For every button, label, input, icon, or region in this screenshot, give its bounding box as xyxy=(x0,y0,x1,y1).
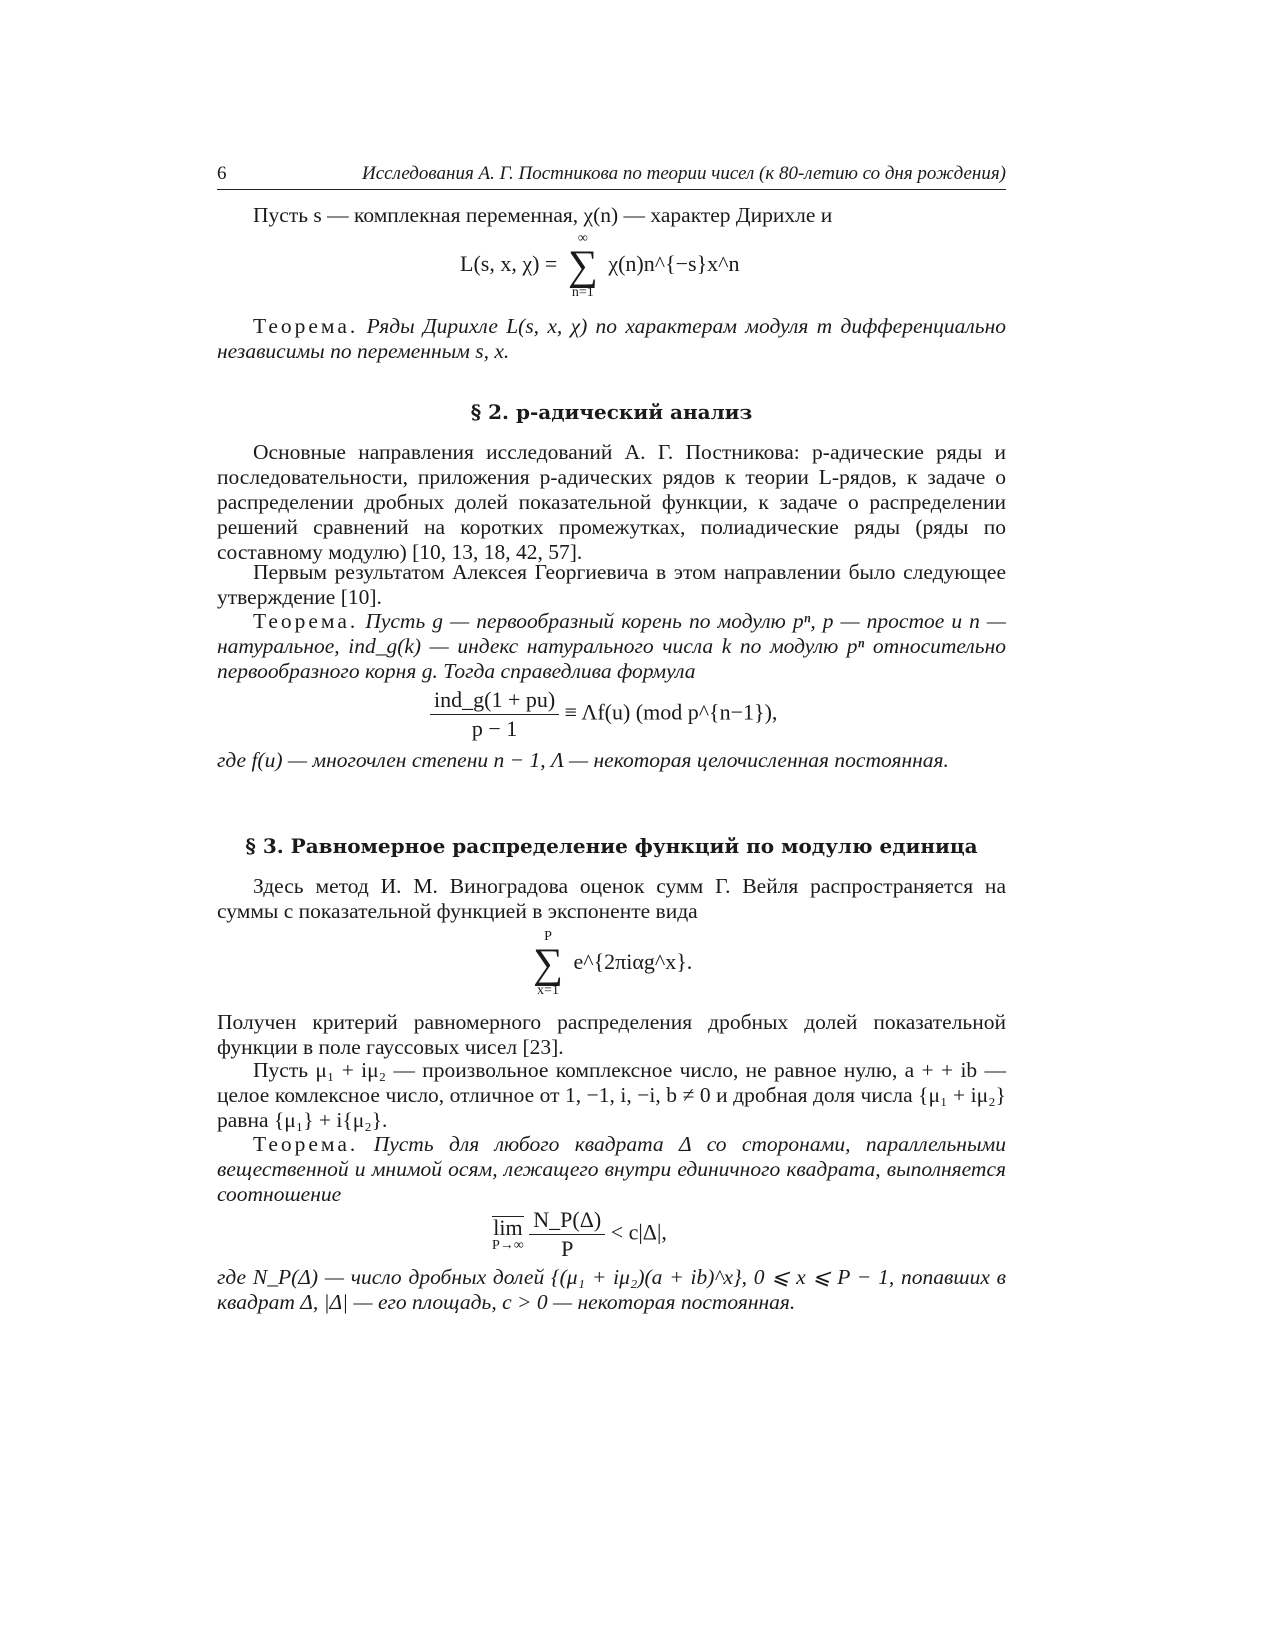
section-3-para-2: Получен критерий равномерного распределения дробных долей показательной функции в поле гауссовых чисел [23]. xyxy=(217,1010,1006,1059)
section-2-para-1: Основные направления исследований А. Г. Постникова: p-адические ряды и последовательности, приложения p-адических рядов к теории L-рядов, к задаче о распределении дробных долей показательной функции, к задаче о распределении решений сравнений на коротких промежутках, полиадические ряды (ряды по составному модулю) [10, 13, 18, 42, 57]. xyxy=(217,440,1006,564)
theorem-label: Теорема. xyxy=(253,314,359,338)
theorem-text: Ряды Дирихле L(s, x, χ) по характерам модуля m дифференциально независимы по переменным s, x. xyxy=(217,314,1007,363)
theorem-2 xyxy=(217,609,1006,684)
weyl-sum-formula xyxy=(528,930,692,998)
denominator: P xyxy=(561,1236,574,1261)
theorem-text: Пусть для любого квадрата Δ со сторонами, параллельными вещественной и мнимой осям, лежащего внутри единичного квадрата, выполняется соотношение xyxy=(217,1132,1006,1206)
section-2-heading: § 2. p-адический анализ xyxy=(470,400,753,424)
limit-formula xyxy=(492,1208,667,1261)
formula-rhs: < c|Δ|, xyxy=(610,1219,667,1245)
theorem-3 xyxy=(217,1132,1006,1207)
section-2-para-2: Первым результатом Алексея Георгиевича в этом направлении было следующее утверждение [10]. xyxy=(217,560,1006,609)
dirichlet-formula xyxy=(460,232,739,300)
lim-subscript: P→∞ xyxy=(492,1238,524,1253)
section-3-para-1: Здесь метод И. М. Виноградова оценок сумм Г. Вейля распространяется на суммы с показательной функцией в экспоненте вида xyxy=(217,874,1006,923)
fraction xyxy=(430,688,559,741)
numerator: N_P(Δ) xyxy=(529,1208,605,1235)
theorem-label: Теорема. xyxy=(253,609,359,633)
intro-line: Пусть s — комплекная переменная, χ(n) — характер Дирихле и xyxy=(253,203,833,227)
page-number: 6 xyxy=(217,163,227,184)
formula-rhs: χ(n)n^{−s}x^n xyxy=(608,251,740,277)
denominator: p − 1 xyxy=(471,716,518,741)
running-head xyxy=(217,163,1006,190)
sum-term: e^{2πiαg^x}. xyxy=(573,949,693,975)
theorem-text: Пусть g — первообразный корень по модулю pⁿ, p — простое и n — натуральное, ind_g(k) — индекс натурального числа k по модулю pⁿ относительно первообразного корня g. Тогда справедлива формула xyxy=(217,609,1006,683)
sum-symbol xyxy=(528,930,568,998)
section-2-after: где f(u) — многочлен степени n − 1, Λ — некоторая целочисленная постоянная. xyxy=(217,748,949,772)
limsup xyxy=(492,1216,524,1253)
sum-upper: P xyxy=(544,929,552,944)
theorem-1 xyxy=(217,314,1006,364)
sum-lower: n=1 xyxy=(571,285,594,300)
theorem-label: Теорема. xyxy=(253,1132,359,1156)
sigma-icon: ∑ xyxy=(567,243,598,289)
numerator: ind_g(1 + pu) xyxy=(430,688,559,715)
sum-lower: x=1 xyxy=(537,983,559,998)
fraction xyxy=(529,1208,605,1261)
sigma-icon: ∑ xyxy=(533,941,563,987)
formula-lhs: L(s, x, χ) = xyxy=(460,251,558,277)
lim-word: lim xyxy=(493,1215,523,1240)
formula-rhs: ≡ Λf(u) (mod p^{n−1}), xyxy=(564,699,778,725)
section-3-after: где N_P(Δ) — число дробных долей {(μ₁ + iμ₂)(a + ib)^x}, 0 ⩽ x ⩽ P − 1, попавших в квадрат Δ, |Δ| — его площадь, c > 0 — некоторая постоянная. xyxy=(217,1265,1006,1314)
section-3-heading: § 3. Равномерное распределение функций по модулю единица xyxy=(245,834,978,858)
sum-symbol xyxy=(563,232,603,300)
section-3-para-3: Пусть μ₁ + iμ₂ — произвольное комплексное число, не равное нулю, a + + ib — целое комлексное число, отличное от 1, −1, i, −i, b ≠ 0 и дробная доля числа {μ₁ + iμ₂} равна {μ₁} + i{μ₂}. xyxy=(217,1058,1006,1132)
index-formula xyxy=(430,688,777,741)
sum-upper: ∞ xyxy=(577,231,588,246)
running-title: Исследования А. Г. Постникова по теории чисел (к 80-летию со дня рождения) xyxy=(362,163,1006,184)
